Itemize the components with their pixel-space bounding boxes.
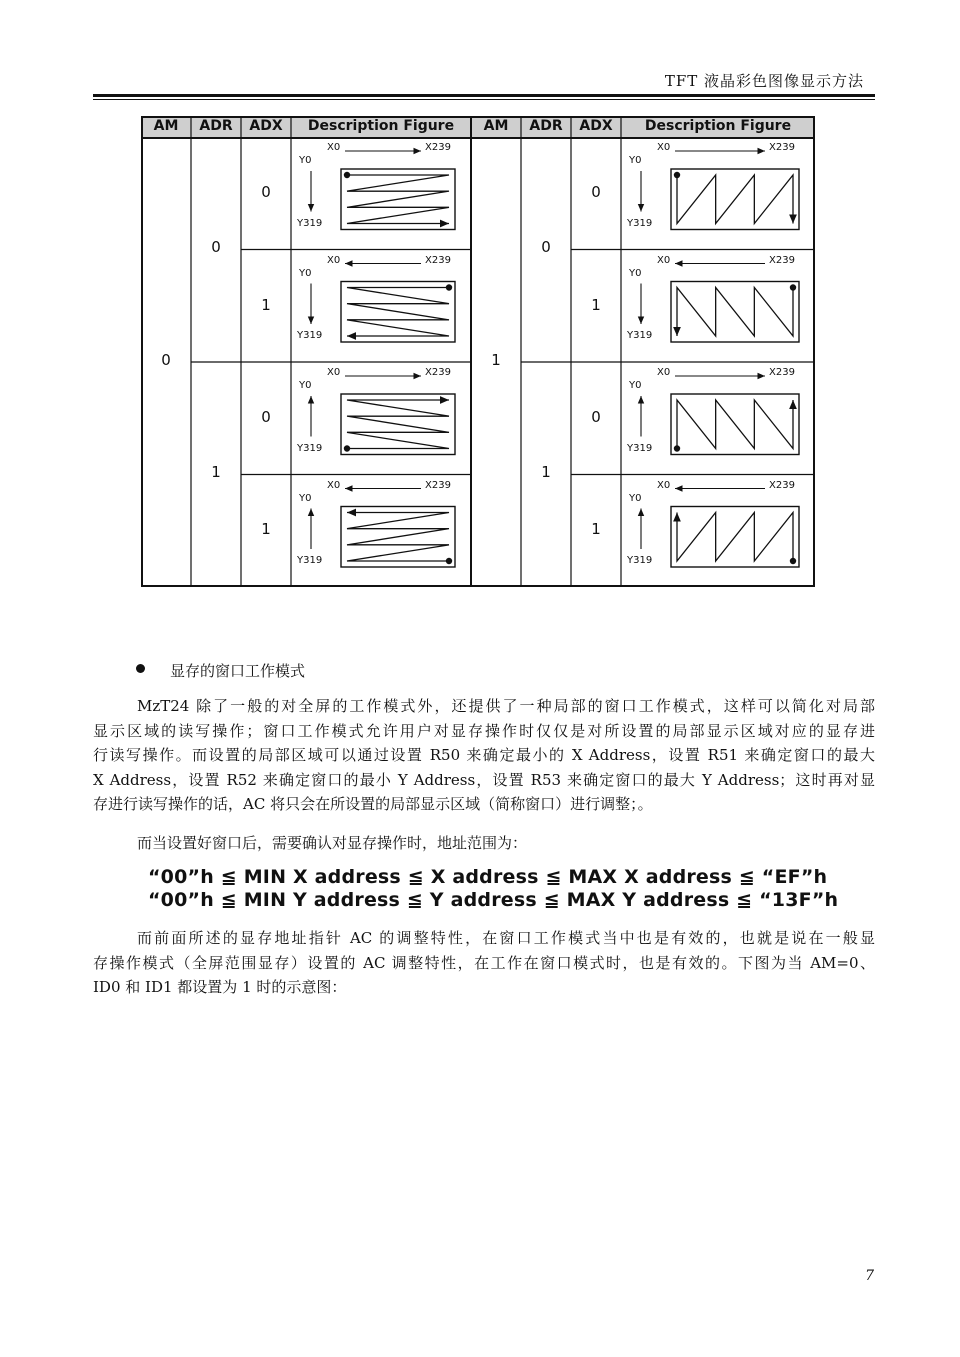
figure-axis-label: X0 xyxy=(327,479,341,491)
address-mode-table-graphics xyxy=(141,116,815,587)
table-cell-am: 1 xyxy=(491,351,501,369)
figure-axis-label: Y319 xyxy=(297,217,323,229)
scan-start-dot xyxy=(344,445,350,451)
figure-axis-label: Y319 xyxy=(627,442,653,454)
scan-start-dot xyxy=(674,172,680,178)
scan-path xyxy=(677,513,793,562)
paragraph-line: X Address，设置 R52 来确定窗口的最小 Y Address，设置 R53 来确定窗口的最大 Y Address；这时再对显 xyxy=(93,770,875,789)
figure-axis-label: Y319 xyxy=(297,555,323,566)
table-cell-adx: 1 xyxy=(591,296,601,314)
figure-axis-label: X0 xyxy=(327,142,341,153)
scan-start-dot xyxy=(446,558,452,564)
header-title: TFT 液晶彩色图像显示方法 xyxy=(664,72,864,90)
figure-axis-label: X0 xyxy=(327,367,341,378)
paragraph-line: 而当设置好窗口后，需要确认对显存操作时，地址范围为： xyxy=(137,834,528,852)
paragraph-line: 而前面所述的显存地址指针 AC 的调整特性，在窗口工作模式当中也是有效的，也就是说在一般显 xyxy=(137,929,875,947)
figure-axis-label: X239 xyxy=(769,142,795,153)
table-cell-adx: 0 xyxy=(261,408,271,426)
figure-axis-label: X239 xyxy=(769,367,795,378)
figure-axis-label: X239 xyxy=(425,254,451,266)
scan-path xyxy=(347,400,449,449)
scan-path xyxy=(677,400,793,449)
table-header-adx: ADX xyxy=(249,118,283,134)
paragraph-line: 存进行读写操作的话，AC 将只会在所设置的局部显示区域（简称窗口）进行调整；。 xyxy=(93,795,653,813)
table-header-adr: ADR xyxy=(199,118,233,134)
table-header-adx: ADX xyxy=(579,118,613,134)
figure-axis-label: X0 xyxy=(657,367,671,378)
paragraph-ac-adjust xyxy=(93,926,875,1000)
table-cell-adx: 0 xyxy=(261,183,271,201)
bullet-icon xyxy=(136,664,145,673)
table-header-adr: ADR xyxy=(529,118,563,134)
paragraph-line: 存操作模式（全屏范围显存）设置的 AC 调整特性，在工作在窗口模式时，也是有效的。下图为当 AM=0、 xyxy=(93,953,875,972)
paragraph-line: ID0 和 ID1 都设置为 1 时的示意图： xyxy=(93,978,347,996)
table-header-am: AM xyxy=(483,118,509,134)
figure-axis-label: Y0 xyxy=(299,267,312,279)
table-cell-adx: 1 xyxy=(591,520,601,538)
formula-y-range: “00”h ≦ MIN Y address ≦ Y address ≦ MAX Y address ≦ “13F”h xyxy=(148,889,839,911)
scan-start-dot xyxy=(344,172,350,178)
table-header-description: Description Figure xyxy=(644,118,792,134)
scan-start-dot xyxy=(446,284,452,290)
scan-path xyxy=(677,175,793,224)
figure-axis-label: Y0 xyxy=(629,492,642,504)
table-header-am: AM xyxy=(153,118,179,134)
figure-axis-label: Y319 xyxy=(297,442,323,454)
scan-path xyxy=(347,288,449,337)
figure-axis-label: X0 xyxy=(657,254,671,266)
figure-axis-label: X0 xyxy=(657,142,671,153)
scan-start-dot xyxy=(674,445,680,451)
figure-axis-label: Y0 xyxy=(299,155,312,166)
table-cell-am: 0 xyxy=(161,351,171,369)
figure-axis-label: Y0 xyxy=(629,380,642,391)
scan-start-dot xyxy=(790,558,796,564)
table-header-description: Description Figure xyxy=(307,118,455,134)
scan-path xyxy=(677,288,793,337)
table-cell-adx: 1 xyxy=(261,296,271,314)
figure-axis-label: Y319 xyxy=(627,555,653,566)
scan-path xyxy=(347,175,449,224)
header-rule xyxy=(93,94,875,97)
figure-axis-label: X239 xyxy=(425,367,451,378)
header-rule-thin xyxy=(93,99,875,100)
paragraph-address-range xyxy=(137,831,837,856)
figure-axis-label: X0 xyxy=(327,254,341,266)
page-number: 7 xyxy=(865,1268,874,1284)
figure-axis-label: X239 xyxy=(769,254,795,266)
paragraph-line: 显示区域的读写操作；窗口工作模式允许用户对显存操作时仅仅是对所设置的局部显示区域对应的显存进 xyxy=(93,721,875,740)
figure-axis-label: Y319 xyxy=(627,330,653,341)
figure-axis-label: X239 xyxy=(425,142,451,153)
figure-axis-label: Y319 xyxy=(627,217,653,229)
figure-axis-label: X0 xyxy=(657,479,671,491)
figure-axis-label: Y0 xyxy=(299,492,312,504)
table-cell-adr: 0 xyxy=(541,238,551,256)
table-cell-adr: 1 xyxy=(211,463,221,481)
figure-axis-label: Y0 xyxy=(299,380,312,391)
paragraph-window-mode xyxy=(93,694,875,817)
address-mode-table xyxy=(141,116,815,587)
table-cell-adx: 1 xyxy=(261,520,271,538)
table-cell-adx: 0 xyxy=(591,183,601,201)
paragraph-line: 行读写操作。而设置的局部区域可以通过设置 R50 来确定最小的 X Address，设置 R51 来确定窗口的最大 xyxy=(93,746,875,764)
table-cell-adr: 0 xyxy=(211,238,221,256)
figure-axis-label: X239 xyxy=(769,479,795,491)
table-cell-adx: 0 xyxy=(591,408,601,426)
section-heading: 显存的窗口工作模式 xyxy=(170,662,306,680)
figure-axis-label: X239 xyxy=(425,479,451,491)
scan-start-dot xyxy=(790,284,796,290)
figure-axis-label: Y319 xyxy=(297,330,323,341)
figure-axis-label: Y0 xyxy=(629,155,642,166)
table-cell-adr: 1 xyxy=(541,463,551,481)
formula-x-range: “00”h ≦ MIN X address ≦ X address ≦ MAX X address ≦ “EF”h xyxy=(148,866,828,888)
paragraph-line: MzT24 除了一般的对全屏的工作模式外，还提供了一种局部的窗口工作模式，这样可以简化对局部 xyxy=(137,697,875,715)
scan-path xyxy=(347,513,449,562)
figure-axis-label: Y0 xyxy=(629,267,642,279)
